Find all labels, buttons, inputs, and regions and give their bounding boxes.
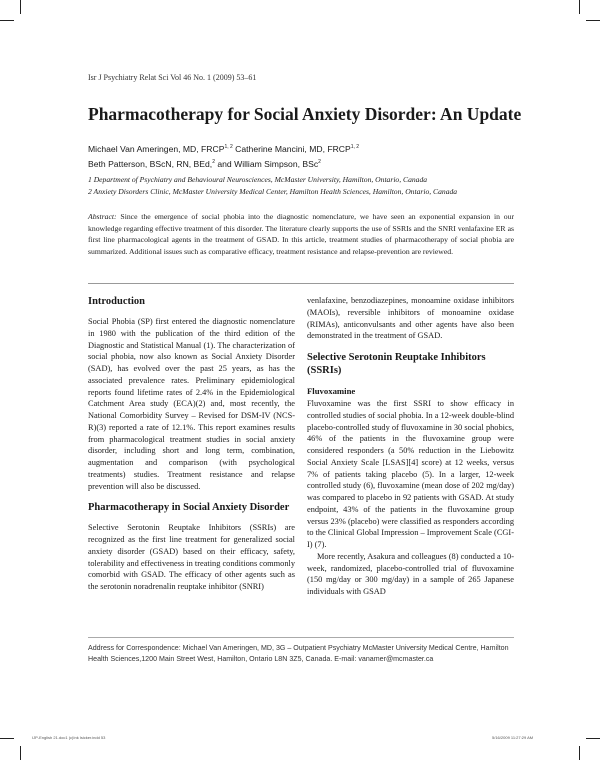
affiliation: 2 Anxiety Disorders Clinic, McMaster University Medical Center, Hamilton Health Sciences, Hamilton, Ontario, Canada [88,187,458,196]
crop-mark [0,738,14,739]
abstract-text: Since the emergence of social phobia into the diagnostic nomenclature, we have seen an exponential expansion in our knowledge regarding effective treatment of this disorder. The literature clearly supports the use of SSRIs and the SNRI venlafaxine ER as first line pharmacological agents in the treatment of GSAD. In this article, treatment studies of pharmacotherapy of social phobia are summarized. Additional issues such as comparative efficacy, treatment resistance and relapse-prevention are reviewed. [88,212,515,256]
crop-mark [0,20,14,21]
crop-mark [20,746,21,760]
author-affiliation-mark: 1, 2 [224,144,233,150]
section-heading: Introduction [88,296,145,307]
crop-mark [20,0,21,14]
author-affiliation-mark: 1, 2 [350,144,360,150]
section-divider [88,283,514,284]
author-affiliation-mark: 2 [212,158,215,165]
section-heading: Pharmacotherapy in Social Anxiety Disorder [88,502,290,514]
article-title: Pharmacotherapy for Social Anxiety Disorder: An Update [88,104,522,124]
paragraph: More recently, Asakura and colleagues (8) conducted a 10-week, randomized, placebo-controlled trial of fluvoxamine (150 mg/day or 300 mg/day) in a sample of 265 Japanese individuals with GSAD [307,551,514,596]
author-name: and William Simpson, BSc [217,158,319,169]
paragraph: venlafaxine, benzodiazepines, monoamine oxidase inhibitors (MAOIs), reversible inhibitors of monoamine oxidase (RIMAs), anticonvulsants and other agents have also been demonstrated in the treatment of GSAD. [307,296,514,341]
paragraph: Selective Serotonin Reuptake Inhibitors (SSRIs) are recognized as the first line treatment for generalized social anxiety disorder (GSAD) based on their efficacy, safety, tolerability and effectiveness in treating conditions commonly comorbid with GSAD. The efficacy of other agents such as the serotonin noradrenalin reuptake inhibitor (SNRI) [88,523,295,591]
author-name: Catherine Mancini, MD, FRCP [235,143,351,154]
abstract-label: Abstract: [88,212,117,221]
affiliation: 1 Department of Psychiatry and Behavioural Neurosciences, McMaster University, Hamilton, Ontario, Canada [88,175,428,184]
journal-citation: Isr J Psychiatry Relat Sci Vol 46 No. 1 (2009) 53–61 [88,73,257,82]
body-column-right [307,295,514,598]
crop-mark [579,0,580,14]
author-name: Beth Patterson, BScN, RN, BEd, [88,158,213,169]
crop-mark [586,20,600,21]
print-slug-left: IJP-English 21.doc1 (c)Ink Isicker.indd 53 [32,735,106,740]
paragraph: Fluvoxamine was the first SSRI to show efficacy in controlled studies of social phobia. In a 12-week double-blind placebo-controlled study of fluvoxamine in 30 social phobics, 46% of the patients in the fluvoxamine group were considered responders (a 50% reduction in the Liebowitz Social Anxiety Scale [LSAS][4] score) at 12 weeks, versus 7% of patients taking placebo (5). In a larger, 12-week controlled study (6), fluvoxamine (mean dose of 202 mg/day) was compared to placebo in 92 patients with GSAD. At study endpoint, 43% of the patients in the fluvoxamine group versus 23% (placebo) were classified as responders according to the Clinical Global Impression – Improvement Scale (CGI-I) (7). [307,399,514,549]
section-heading: Selective Serotonin Reuptake Inhibitors (SSRIs) [307,352,486,376]
author-list [88,141,528,171]
body-column-left [88,295,295,593]
print-slug-right: 5/16/2009 11:27:29 AM [492,735,534,740]
subsection-heading: Fluvoxamine [307,386,356,396]
crop-mark [579,746,580,760]
crop-mark [586,738,600,739]
correspondence-footnote: Address for Correspondence: Michael Van Ameringen, MD, 3G – Outpatient Psychiatry McMaster University Medical Centre, Hamilton Health Sciences,1200 Main Street West, Hamilton, Ontario L8N 3Z5, Canada. E-mail: vanamer@mcmaster.ca [88,644,509,663]
author-affiliation-mark: 2 [318,158,321,165]
author-name: Michael Van Ameringen, MD, FRCP [88,143,225,154]
abstract [88,211,514,257]
footnote-divider [88,637,514,638]
paragraph: Social Phobia (SP) first entered the diagnostic nomenclature in 1980 with the publication of the third edition of the Diagnostic and Statistical Manual (1). The characterization of social phobia, now also known as Social Anxiety Disorder (SAD), has evolved over the past 25 years, as has the associated prevalence rates. Preliminary epidemiological reports found lifetime rates of 2.4% in the Epidemiological Catchment Area study (ECA)(2) and, most recently, the National Comorbidity Survey – Revised for DSM-IV (NCS-R)(3) reported a rate of 12.1%. This report examines results from pharmacological treatment studies in social anxiety disorder, including short and long term, combination, augmentation and comparison (with psychological treatments) studies. Treatment resistance and relapse prevention will also be discussed. [88,317,295,491]
